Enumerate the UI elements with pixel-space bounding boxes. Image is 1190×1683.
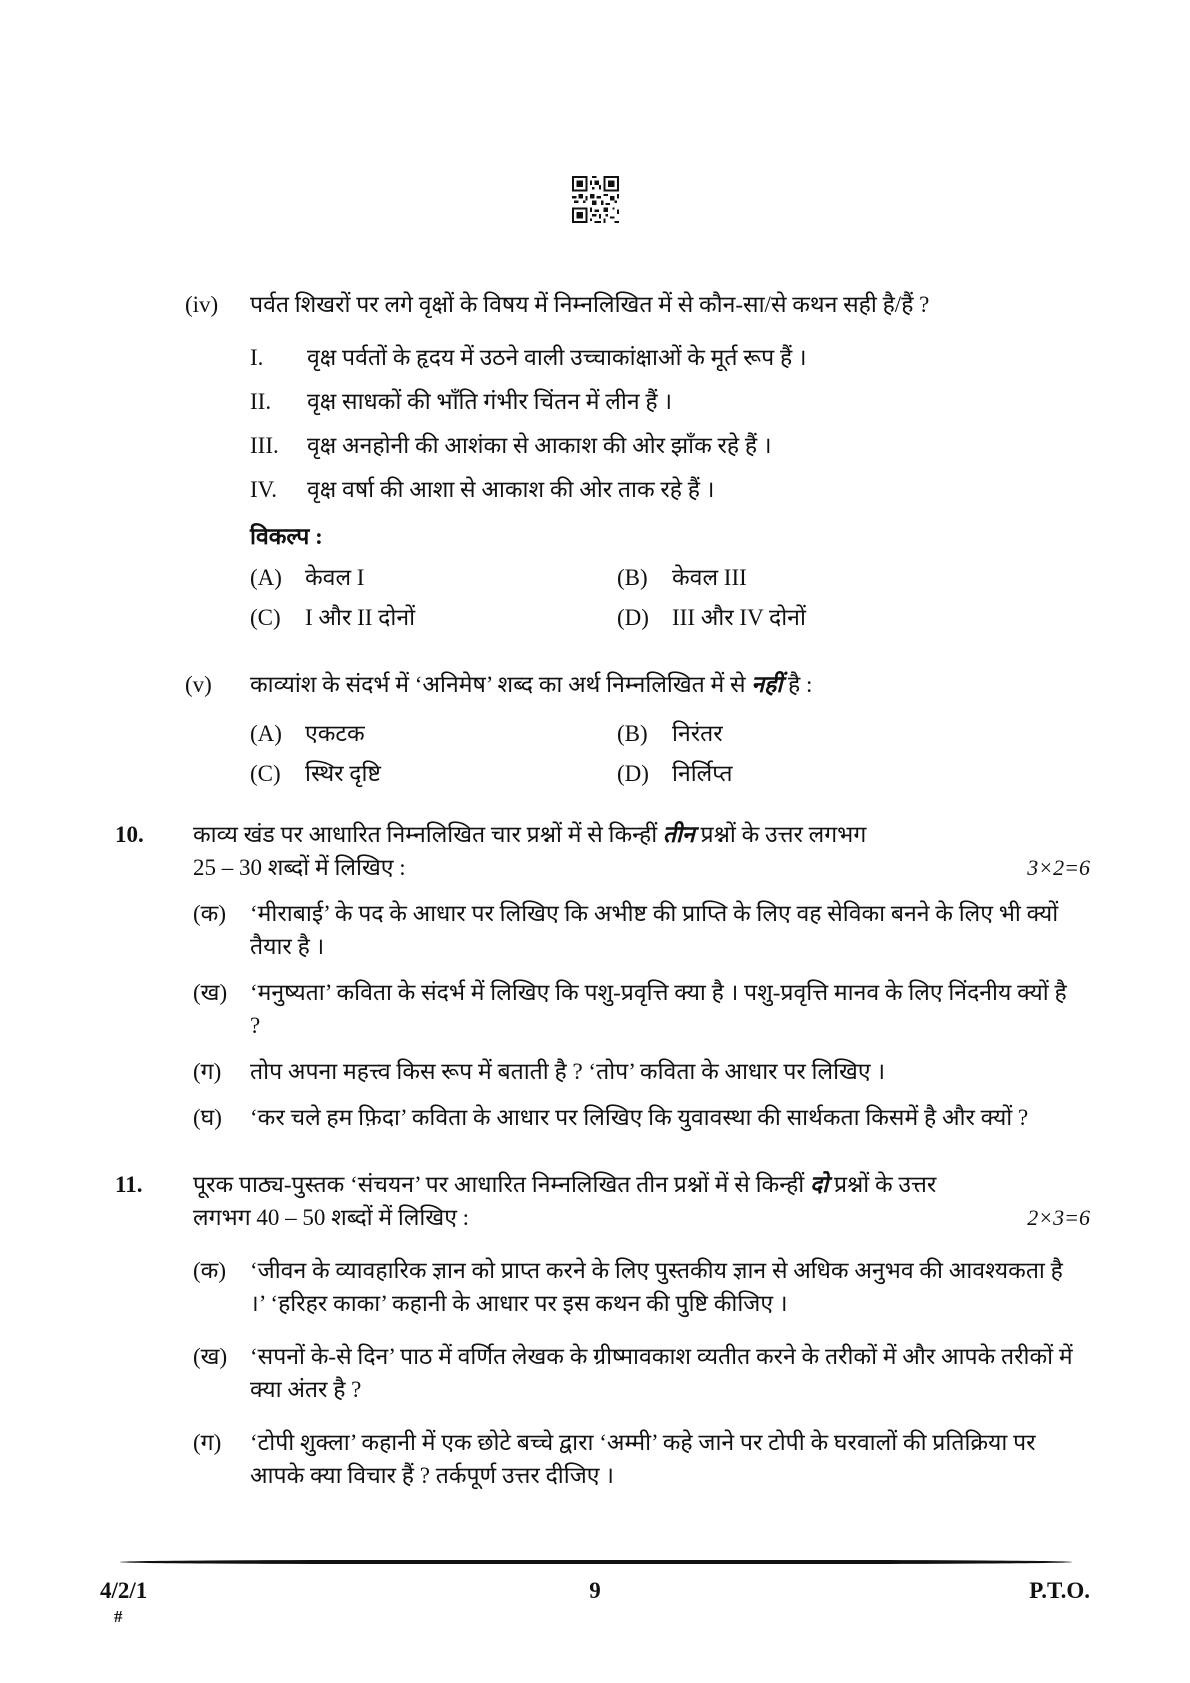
question-10 xyxy=(115,818,1090,1134)
part-ka xyxy=(193,1254,1090,1320)
question-text: काव्यांश के संदर्भ में ‘अनिमेष’ शब्द का अर्थ निम्नलिखित में से xyxy=(250,672,752,697)
part-label: (ख) xyxy=(193,1344,228,1369)
part-ga xyxy=(193,1055,1090,1088)
part-text: ‘टोपी शुक्ला’ कहानी में एक छोटे बच्चे द्वारा ‘अम्मी’ कहे जाने पर टोपी के घरवालों की प्रतिक्रिया पर आपके क्या विचार हैं ? तर्कपूर्ण उत्तर दीजिए । xyxy=(250,1430,1036,1488)
option-C xyxy=(250,601,617,634)
option-text: निर्लिप्त xyxy=(672,761,733,786)
option-label: (A) xyxy=(250,565,282,590)
part-label: (ग) xyxy=(193,1430,222,1455)
page-content xyxy=(115,288,1090,1492)
option-text: I और II दोनों xyxy=(305,605,416,630)
part-text: ‘मनुष्यता’ कविता के संदर्भ में लिखिए कि पशु-प्रवृत्ति क्या है । पशु-प्रवृत्ति मानव के लिए निंदनीय क्यों है ? xyxy=(250,980,1067,1038)
statement-number: I. xyxy=(250,345,264,370)
sub-question-v-label: (v) xyxy=(185,672,212,697)
option-label: (A) xyxy=(250,721,282,746)
part-kha xyxy=(193,1340,1090,1406)
qr-code xyxy=(0,176,1190,223)
options-grid-iv xyxy=(250,561,1090,634)
option-label: (B) xyxy=(617,721,648,746)
question-number: 10. xyxy=(115,822,144,847)
part-label: (ख) xyxy=(193,980,228,1005)
statement-I xyxy=(250,341,1090,374)
question-text: है : xyxy=(782,672,813,697)
question-text: काव्य खंड पर आधारित निम्नलिखित चार प्रश्नों में से किन्हीं xyxy=(193,822,663,847)
part-text: तोप अपना महत्त्व किस रूप में बताती है ? ‘तोप’ कविता के आधार पर लिखिए । xyxy=(250,1059,886,1084)
question-text: पूरक पाठ्य-पुस्तक ‘संचयन’ पर आधारित निम्नलिखित तीन प्रश्नों में से किन्हीं xyxy=(193,1172,811,1197)
option-label: (C) xyxy=(250,605,281,630)
emphasized-word: नहीं xyxy=(751,672,783,697)
question-11 xyxy=(115,1168,1090,1492)
option-C xyxy=(250,757,617,790)
option-text: निरंतर xyxy=(672,721,723,746)
question-intro-line1 xyxy=(193,1168,1090,1201)
option-text: स्थिर दृष्टि xyxy=(305,761,381,786)
question-10-parts xyxy=(193,897,1090,1134)
part-kha xyxy=(193,976,1090,1042)
marks-scheme: 3×2=6 xyxy=(1027,855,1090,880)
option-label: (D) xyxy=(617,761,649,786)
statement-II xyxy=(250,385,1090,418)
footer-divider xyxy=(120,1560,1072,1564)
option-A xyxy=(250,561,617,594)
question-text: प्रश्नों के उत्तर xyxy=(828,1172,937,1197)
qr-code-image xyxy=(572,176,619,223)
emphasized-word: तीन xyxy=(662,822,695,847)
statement-III xyxy=(250,429,1090,462)
part-text: ‘मीराबाई’ के पद के आधार पर लिखिए कि अभीष्ट की प्राप्ति के लिए वह सेविका बनने के लिए भी क्यों तैयार है । xyxy=(250,901,1059,959)
option-B xyxy=(617,561,1090,594)
option-text: III और IV दोनों xyxy=(672,605,806,630)
statement-number: IV. xyxy=(250,477,278,502)
statement-IV xyxy=(250,473,1090,506)
option-label: (C) xyxy=(250,761,281,786)
sub-question-iv xyxy=(115,288,1090,634)
paper-code: 4/2/1 xyxy=(100,1578,148,1603)
sub-question-v-text xyxy=(250,668,1090,701)
page-footer xyxy=(100,1578,1090,1630)
option-B xyxy=(617,717,1090,750)
part-gha xyxy=(193,1101,1090,1134)
option-text: एकटक xyxy=(305,721,365,746)
part-label: (घ) xyxy=(193,1105,222,1130)
pto-label: P.T.O. xyxy=(1029,1578,1090,1603)
sub-question-v xyxy=(115,668,1090,790)
question-text: प्रश्नों के उत्तर लगभग xyxy=(694,822,867,847)
part-label: (क) xyxy=(193,1258,226,1283)
statement-list xyxy=(250,341,1090,506)
options-heading: विकल्प : xyxy=(250,524,323,549)
part-ka xyxy=(193,897,1090,963)
statement-text: वृक्ष अनहोनी की आशंका से आकाश की ओर झाँक रहे हैं । xyxy=(307,433,772,458)
statement-text: वृक्ष पर्वतों के हृदय में उठने वाली उच्चाकांक्षाओं के मूर्त रूप हैं । xyxy=(307,345,807,370)
part-text: ‘कर चले हम फ़िदा’ कविता के आधार पर लिखिए कि युवावस्था की सार्थकता किसमें है और क्यों ? xyxy=(250,1105,1029,1130)
part-text: ‘सपनों के-से दिन’ पाठ में वर्णित लेखक के ग्रीष्मावकाश व्यतीत करने के तरीकों में और आपके तरीकों में क्या अंतर है ? xyxy=(250,1344,1073,1402)
part-label: (ग) xyxy=(193,1059,222,1084)
option-A xyxy=(250,717,617,750)
statement-number: II. xyxy=(250,389,272,414)
statement-text: वृक्ष साधकों की भाँति गंभीर चिंतन में लीन हैं । xyxy=(307,389,673,414)
sub-question-iv-text: पर्वत शिखरों पर लगे वृक्षों के विषय में निम्नलिखित में से कौन-सा/से कथन सही है/हैं ? xyxy=(250,292,930,317)
sub-question-iv-label: (iv) xyxy=(185,292,219,317)
question-intro-line2: लगभग 40 – 50 शब्दों में लिखिए : xyxy=(193,1205,470,1230)
option-label: (D) xyxy=(617,605,649,630)
question-number: 11. xyxy=(115,1172,143,1197)
question-intro-line1 xyxy=(193,818,1090,851)
option-text: केवल I xyxy=(305,565,365,590)
question-11-parts xyxy=(193,1254,1090,1492)
part-label: (क) xyxy=(193,901,226,926)
option-D xyxy=(617,757,1090,790)
question-intro-line2: 25 – 30 शब्दों में लिखिए : xyxy=(193,855,406,880)
option-label: (B) xyxy=(617,565,648,590)
hash-mark: # xyxy=(114,1607,123,1626)
part-ga xyxy=(193,1426,1090,1492)
emphasized-word: दो xyxy=(810,1172,829,1197)
option-text: केवल III xyxy=(672,565,747,590)
page-number: 9 xyxy=(589,1578,601,1603)
marks-scheme: 2×3=6 xyxy=(1027,1205,1090,1230)
paper-code-block xyxy=(100,1578,147,1630)
statement-number: III. xyxy=(250,433,279,458)
part-text: ‘जीवन के व्यावहारिक ज्ञान को प्राप्त करने के लिए पुस्तकीय ज्ञान से अधिक अनुभव की आवश्यकता है ।’ ‘हरिहर काका’ कहानी के आधार पर इस कथन की पुष्टि कीजिए । xyxy=(250,1258,1063,1316)
option-D xyxy=(617,601,1090,634)
statement-text: वृक्ष वर्षा की आशा से आकाश की ओर ताक रहे हैं । xyxy=(307,477,715,502)
options-grid-v xyxy=(250,717,1090,790)
